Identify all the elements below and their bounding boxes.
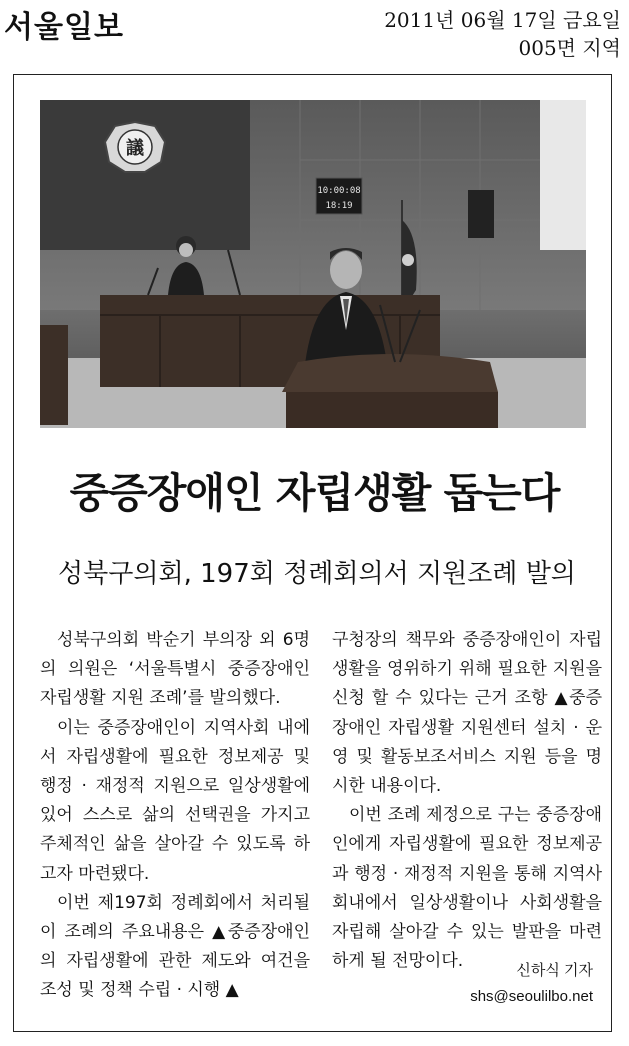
paragraph: 이번 조례 제정으로 구는 중증장애인에게 자립생활에 필요한 정보제공과 행정 · 재정적 지원을 통해 지역사회내에서 일상생활이나 사회생활을 자립해 살아갈 수 있는 발판을 마련하게 될 전망이다. xyxy=(332,805,602,972)
council-seal-icon xyxy=(105,122,165,172)
issue-date: 2011년 06월 17일 금요일 xyxy=(384,8,621,32)
council-photo xyxy=(40,100,586,428)
masthead xyxy=(0,0,629,60)
headline: 중증장애인 자립생활 돕는다 xyxy=(69,469,560,517)
page-section: 005면 지역 xyxy=(518,36,621,60)
reporter-name: 신하식 기자 xyxy=(516,962,593,979)
clock-top: 10:00:08 xyxy=(317,186,361,196)
paragraph: 이번 제197회 정례회에서 처리될 이 조례의 주요내용은 ▲중증장애인의 자립생활에 관한 제도와 여건을 조성 및 정책 수립 · 시행 ▲ xyxy=(40,892,310,1001)
paragraph-continued: 구청장의 책무와 중증장애인이 자립생활을 영위하기 위해 필요한 지원을 신청 할 수 있다는 근거 조항 ▲중증장애인 자립생활 지원센터 설치 · 운영 및 활동보조서비스 지원 등을 명시한 내용이다. xyxy=(332,630,602,797)
byline xyxy=(470,958,593,1010)
paragraph: 이는 중증장애인이 지역사회 내에서 자립생활에 필요한 정보제공 및 행정 · 재정적 지원으로 일상생활에 있어 스스로 삶의 선택권을 가지고 주체적인 삶을 살아갈 수 있도록 하고자 마련됐다. xyxy=(40,717,310,884)
svg-text:議: 議 xyxy=(126,138,144,159)
paragraph: 성북구의회 박순기 부의장 외 6명의 의원은 ‘서울특별시 중증장애인 자립생활 지원 조례’를 발의했다. xyxy=(40,630,310,709)
subheadline: 성북구의회, 197회 정례회의서 지원조례 발의 xyxy=(58,559,576,589)
reporter-email: shs@seoulilbo.net xyxy=(470,988,593,1005)
clock-bottom: 18:19 xyxy=(325,201,353,211)
newspaper-name: 서울일보 xyxy=(4,10,124,45)
article-column-right xyxy=(332,626,602,976)
article-column-left xyxy=(40,626,310,1006)
